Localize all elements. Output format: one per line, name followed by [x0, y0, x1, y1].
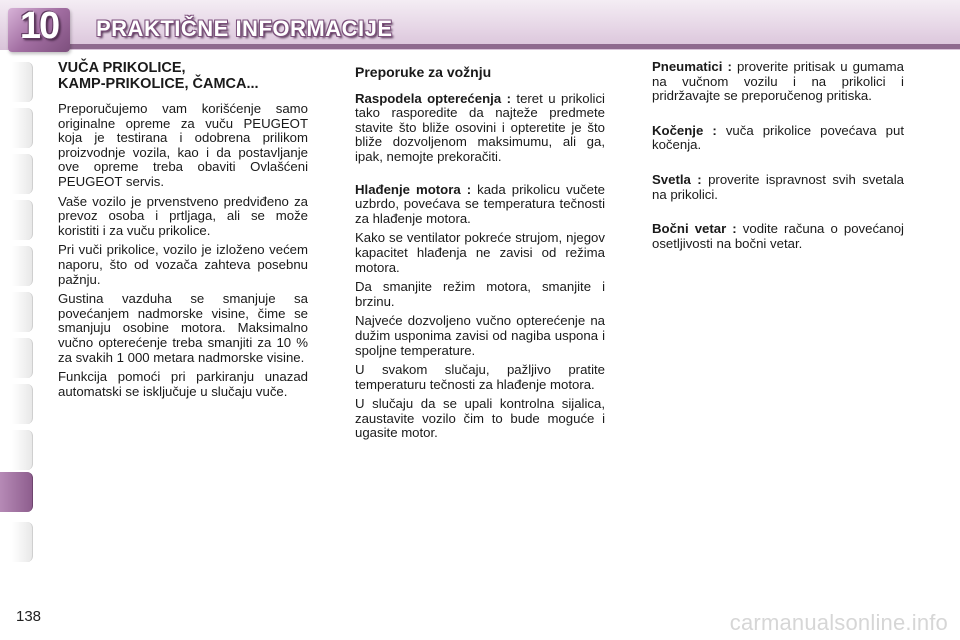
paragraph: Najveće dozvoljeno vučno opterećenje na dužim usponima zavisi od nagiba uspona i spoljne temperature.: [355, 313, 605, 358]
term-cooling: Hlađenje motora :: [355, 181, 472, 197]
section-heading-line1: VUČA PRIKOLICE,: [58, 60, 186, 76]
term-load: Raspodela opterećenja :: [355, 90, 511, 106]
column-driving-advice: [355, 60, 605, 446]
chapter-number: 10: [19, 5, 59, 47]
text-crosswind: vodite računa o povećanoj osetljivosti na bočni vetar.: [652, 221, 904, 251]
header-rule: [60, 44, 960, 49]
chapter-tab[interactable]: [12, 338, 33, 378]
chapter-tab[interactable]: [12, 200, 33, 240]
term-crosswind: Bočni vetar :: [652, 221, 737, 237]
paragraph: U svakom slučaju, pažljivo pratite temperaturu tečnosti za hlađenje motora.: [355, 362, 605, 392]
chapter-tab[interactable]: [12, 246, 33, 286]
text-brakes: vuča prikolice povećava put kočenja.: [652, 122, 904, 153]
column-towing: [58, 60, 308, 404]
watermark: carmanualsonline.info: [729, 610, 948, 635]
chapter-tab[interactable]: [12, 430, 33, 470]
subsection-heading: Preporuke za vožnju: [355, 64, 492, 80]
term-lights: Svetla :: [652, 171, 702, 187]
paragraph: Funkcija pomoći pri parkiranju unazad automatski se isključuje u slučaju vuče.: [58, 369, 308, 399]
paragraph: Vaše vozilo je prvenstveno predviđeno za prevoz osoba i prtljaga, ali se može koristiti i za vuču prikolice.: [58, 193, 308, 238]
paragraph-brakes: [652, 124, 904, 153]
column-checks: [652, 60, 904, 256]
paragraph: Kako se ventilator pokreće strujom, njegov kapacitet hlađenja ne zavisi od režima motora.: [355, 230, 605, 275]
page-title: PRAKTIČNE INFORMACIJE: [96, 16, 393, 41]
paragraph: Gustina vazduha se smanjuje sa povećanjem nadmorske visine, čime se smanjuju osobine motora. Maksimalno vučno opterećenje treba smanjiti za 10 % za svakih 1 000 metara nadmorske visine.: [58, 291, 308, 365]
section-heading-line2: KAMP-PRIKOLICE, ČAMCA...: [58, 76, 259, 92]
text-lights: proverite ispravnost svih svetala na prikolici.: [652, 171, 904, 202]
paragraph-crosswind: [652, 222, 904, 251]
chapter-tab[interactable]: [12, 522, 33, 562]
paragraph: Pri vuči prikolice, vozilo je izloženo većem naporu, što od vozača zahteva posebnu pažnju.: [58, 242, 308, 287]
chapter-tab[interactable]: [12, 154, 33, 194]
paragraph: Preporučujemo vam korišćenje samo originalne opreme za vuču PEUGEOT koja je testirana i odobrena prilikom proizvodnje vozila, kao i da postavljanje ove opreme treba obaviti Ovlašćeni PEUGEOT servis.: [58, 101, 308, 189]
paragraph: U slučaju da se upali kontrolna sijalica, zaustavite vozilo čim to bude moguće i ugasite motor.: [355, 396, 605, 441]
term-brakes: Kočenje :: [652, 122, 717, 138]
text-cooling: kada prikolicu vučete uzbrdo, povećava se temperatura tečnosti za hlađenje motora.: [355, 181, 605, 226]
chapter-tabs: [0, 62, 34, 582]
page-number: 138: [16, 608, 42, 625]
chapter-tab[interactable]: [12, 108, 33, 148]
chapter-tab[interactable]: [12, 62, 33, 102]
paragraph-lights: [652, 173, 904, 202]
chapter-tab-active[interactable]: [0, 472, 33, 512]
text-tyres: proverite pritisak u gumama na vučnom vozilu i na prikolici i pridržavajte se preporučenog pritiska.: [652, 59, 904, 104]
section-heading: [58, 60, 308, 92]
paragraph-cooling: [355, 183, 605, 227]
paragraph: Da smanjite režim motora, smanjite i brzinu.: [355, 279, 605, 309]
paragraph-tyres: [652, 60, 904, 104]
term-tyres: Pneumatici :: [652, 59, 732, 74]
chapter-tab[interactable]: [12, 384, 33, 424]
text-load: teret u prikolici tako rasporedite da najteže predmete stavite što bliže osovini i opteretite je što bliže dozvoljenom maksimumu, ali ga, ipak, nemojte prekoračiti.: [355, 90, 605, 164]
chapter-tab[interactable]: [12, 292, 33, 332]
paragraph-load: [355, 92, 605, 165]
